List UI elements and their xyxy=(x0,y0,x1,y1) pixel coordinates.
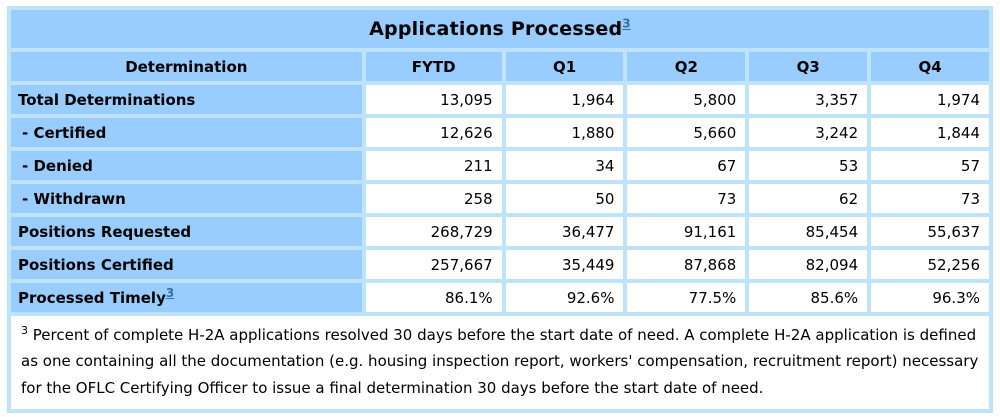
value-cell: 73 xyxy=(871,184,989,213)
value-cell: 86.1% xyxy=(366,283,502,312)
value-cell: 87,868 xyxy=(627,250,745,279)
value-cell: 62 xyxy=(749,184,867,213)
title-footnote-link[interactable]: 3 xyxy=(622,16,631,31)
row-label-cell xyxy=(11,151,362,180)
value-cell: 57 xyxy=(871,151,989,180)
row-label-cell xyxy=(11,217,362,246)
value-cell: 53 xyxy=(749,151,867,180)
table-row xyxy=(11,283,989,312)
row-label-cell xyxy=(11,85,362,114)
value-cell: 50 xyxy=(506,184,624,213)
footnote-text: Percent of complete H-2A applications resolved 30 days before the start date of need. A complete H-2A application is defined as one containing all the documentation (e.g. housing inspection report, workers' compensation, recruitment report) necessary for the OFLC Certifying Officer to issue a final determination 30 days before the start date of need. xyxy=(21,326,979,397)
value-cell: 96.3% xyxy=(871,283,989,312)
header-row xyxy=(11,52,989,81)
footnote-marker: 3 xyxy=(21,324,28,337)
value-cell: 258 xyxy=(366,184,502,213)
value-cell: 5,660 xyxy=(627,118,745,147)
row-label-cell xyxy=(11,118,362,147)
table-row xyxy=(11,151,989,180)
title-footnote-sup xyxy=(622,17,631,31)
row-label-text: Processed Timely xyxy=(18,288,166,307)
footnote-row xyxy=(11,316,989,409)
column-header-q1: Q1 xyxy=(506,52,624,81)
table-title xyxy=(11,10,989,48)
table-row xyxy=(11,217,989,246)
value-cell: 82,094 xyxy=(749,250,867,279)
value-cell: 52,256 xyxy=(871,250,989,279)
value-cell: 268,729 xyxy=(366,217,502,246)
row-label-cell xyxy=(11,184,362,213)
table-row xyxy=(11,118,989,147)
title-row xyxy=(11,10,989,48)
value-cell: 91,161 xyxy=(627,217,745,246)
row-footnote-sup xyxy=(166,286,174,300)
value-cell: 67 xyxy=(627,151,745,180)
table-title-text: Applications Processed xyxy=(369,18,623,40)
value-cell: 92.6% xyxy=(506,283,624,312)
column-header-fytd: FYTD xyxy=(366,52,502,81)
value-cell: 85.6% xyxy=(749,283,867,312)
value-cell: 36,477 xyxy=(506,217,624,246)
value-cell: 1,964 xyxy=(506,85,624,114)
value-cell: 85,454 xyxy=(749,217,867,246)
column-header-determination: Determination xyxy=(11,52,362,81)
value-cell: 13,095 xyxy=(366,85,502,114)
row-footnote-link[interactable]: 3 xyxy=(165,285,175,300)
row-label-cell xyxy=(11,283,362,312)
row-label-text: - Certified xyxy=(22,123,107,142)
value-cell: 34 xyxy=(506,151,624,180)
value-cell: 3,242 xyxy=(749,118,867,147)
value-cell: 77.5% xyxy=(627,283,745,312)
applications-processed-table xyxy=(7,6,993,413)
value-cell: 35,449 xyxy=(506,250,624,279)
value-cell: 12,626 xyxy=(366,118,502,147)
column-header-q4: Q4 xyxy=(871,52,989,81)
row-label-text: Total Determinations xyxy=(18,90,196,109)
row-label-text: - Withdrawn xyxy=(22,189,126,208)
value-cell: 211 xyxy=(366,151,502,180)
row-label-cell xyxy=(11,250,362,279)
table-row xyxy=(11,85,989,114)
row-label-text: - Denied xyxy=(22,156,93,175)
value-cell: 55,637 xyxy=(871,217,989,246)
table-row xyxy=(11,250,989,279)
value-cell: 1,880 xyxy=(506,118,624,147)
column-header-q3: Q3 xyxy=(749,52,867,81)
value-cell: 1,974 xyxy=(871,85,989,114)
value-cell: 73 xyxy=(627,184,745,213)
value-cell: 5,800 xyxy=(627,85,745,114)
row-label-text: Positions Requested xyxy=(18,222,192,241)
table-row xyxy=(11,184,989,213)
value-cell: 1,844 xyxy=(871,118,989,147)
column-header-q2: Q2 xyxy=(627,52,745,81)
value-cell: 257,667 xyxy=(366,250,502,279)
row-label-text: Positions Certified xyxy=(18,255,174,274)
footnote xyxy=(11,316,989,409)
value-cell: 3,357 xyxy=(749,85,867,114)
